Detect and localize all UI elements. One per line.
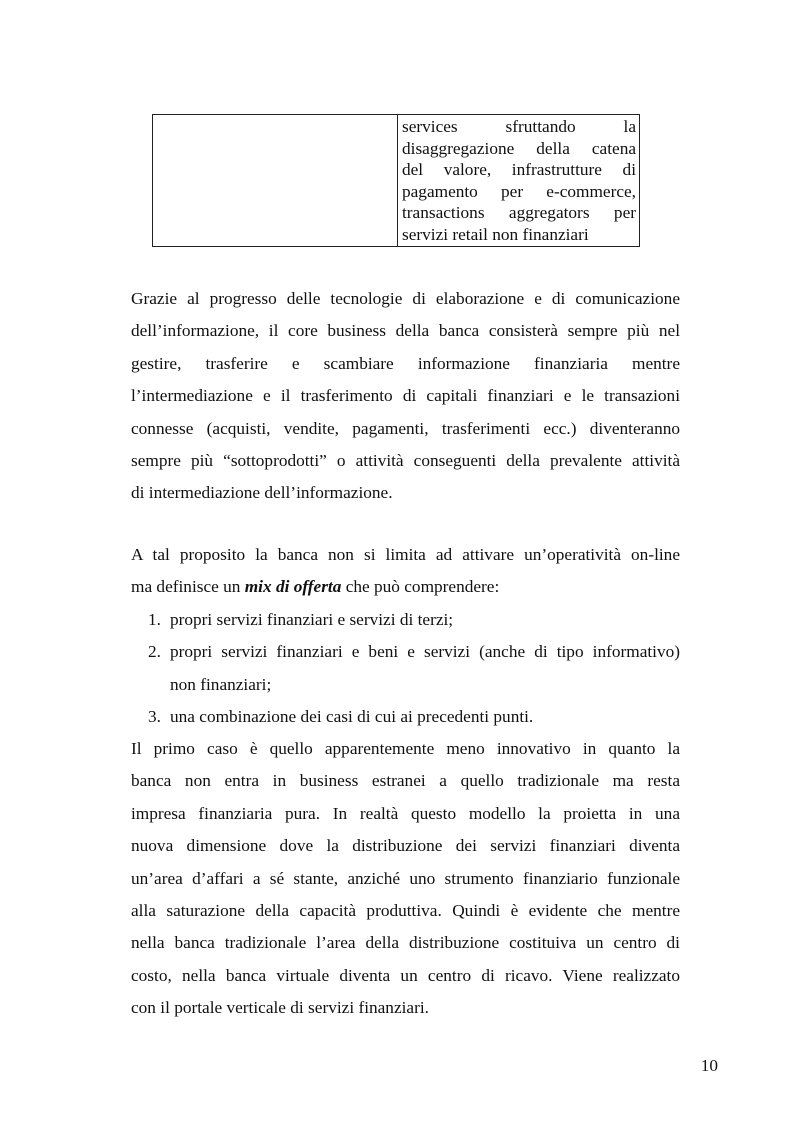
list-item [131, 636, 680, 701]
table-fragment [152, 114, 640, 247]
list-number: 3. [148, 707, 161, 727]
text-line: nuova dimensione dove la distribuzione dei servizi finanziari diventa [131, 836, 680, 856]
table-row [153, 115, 640, 247]
text-line: alla saturazione della capacità produttiva. Quindi è evidente che mentre [131, 901, 680, 921]
list-number: 1. [148, 609, 161, 629]
table-cell-left [153, 115, 398, 247]
offer-list [131, 604, 680, 734]
table-cell-text [398, 115, 639, 246]
table-cell-line: servizi retail non finanziari [402, 224, 589, 244]
table-cell-right [398, 115, 640, 247]
table-cell-line: services sfruttando la [402, 117, 636, 136]
table-cell-line: pagamento per e-commerce, [402, 181, 636, 201]
list-number: 2. [148, 642, 161, 662]
text-line: un’area d’affari a sé stante, anziché uno strumento finanziario funzionale [131, 868, 680, 888]
page-number: 10 [700, 1056, 718, 1075]
text-segment: ma definisce un [131, 577, 245, 597]
text-line: con il portale verticale di servizi finanziari. [131, 998, 429, 1018]
list-item-text: propri servizi finanziari e servizi di terzi; [170, 609, 454, 629]
text-segment: che può comprendere: [341, 577, 500, 597]
paragraph-2 [131, 539, 680, 733]
text-line: sempre più “sottoprodotti” o attività conseguenti della prevalente attività [131, 451, 680, 471]
text-line: Grazie al progresso delle tecnologie di elaborazione e di comunicazione [131, 289, 680, 308]
list-item [131, 701, 680, 733]
text-line: nella banca tradizionale l’area della distribuzione costituiva un centro di [131, 933, 680, 953]
text-line: Il primo caso è quello apparentemente meno innovativo in quanto la [131, 739, 680, 758]
text-line: connesse (acquisti, vendite, pagamenti, trasferimenti ecc.) diventeranno [131, 418, 680, 438]
list-item-text: non finanziari; [170, 674, 272, 694]
table-cell-line: transactions aggregators per [402, 203, 636, 223]
text-line: costo, nella banca virtuale diventa un centro di ricavo. Viene realizzato [131, 965, 680, 985]
text-line: dell’informazione, il core business della banca consisterà sempre più nel [131, 321, 680, 341]
paragraph-3 [131, 733, 680, 1025]
text-line: di intermediazione dell’informazione. [131, 483, 393, 503]
text-line: A tal proposito la banca non si limita ad attivare un’operatività on-line [131, 545, 680, 564]
list-item-text: propri servizi finanziari e beni e servizi (anche di tipo informativo) [170, 642, 680, 662]
text-line: gestire, trasferire e scambiare informazione finanziaria mentre [131, 353, 680, 373]
text-line-with-emphasis [131, 571, 680, 603]
table-cell-line: del valore, infrastrutture di [402, 160, 636, 180]
text-line: banca non entra in business estranei a quello tradizionale ma resta [131, 771, 680, 791]
list-item-text: una combinazione dei casi di cui ai precedenti punti. [170, 707, 534, 727]
paragraph-1 [131, 283, 680, 510]
text-line: l’intermediazione e il trasferimento di capitali finanziari e le transazioni [131, 386, 680, 406]
table-cell-line: disaggregazione della catena [402, 138, 636, 158]
text-line: impresa finanziaria pura. In realtà questo modello la proietta in una [131, 803, 680, 823]
list-item [131, 604, 680, 636]
emphasis-mix-di-offerta: mix di offerta [244, 577, 342, 597]
